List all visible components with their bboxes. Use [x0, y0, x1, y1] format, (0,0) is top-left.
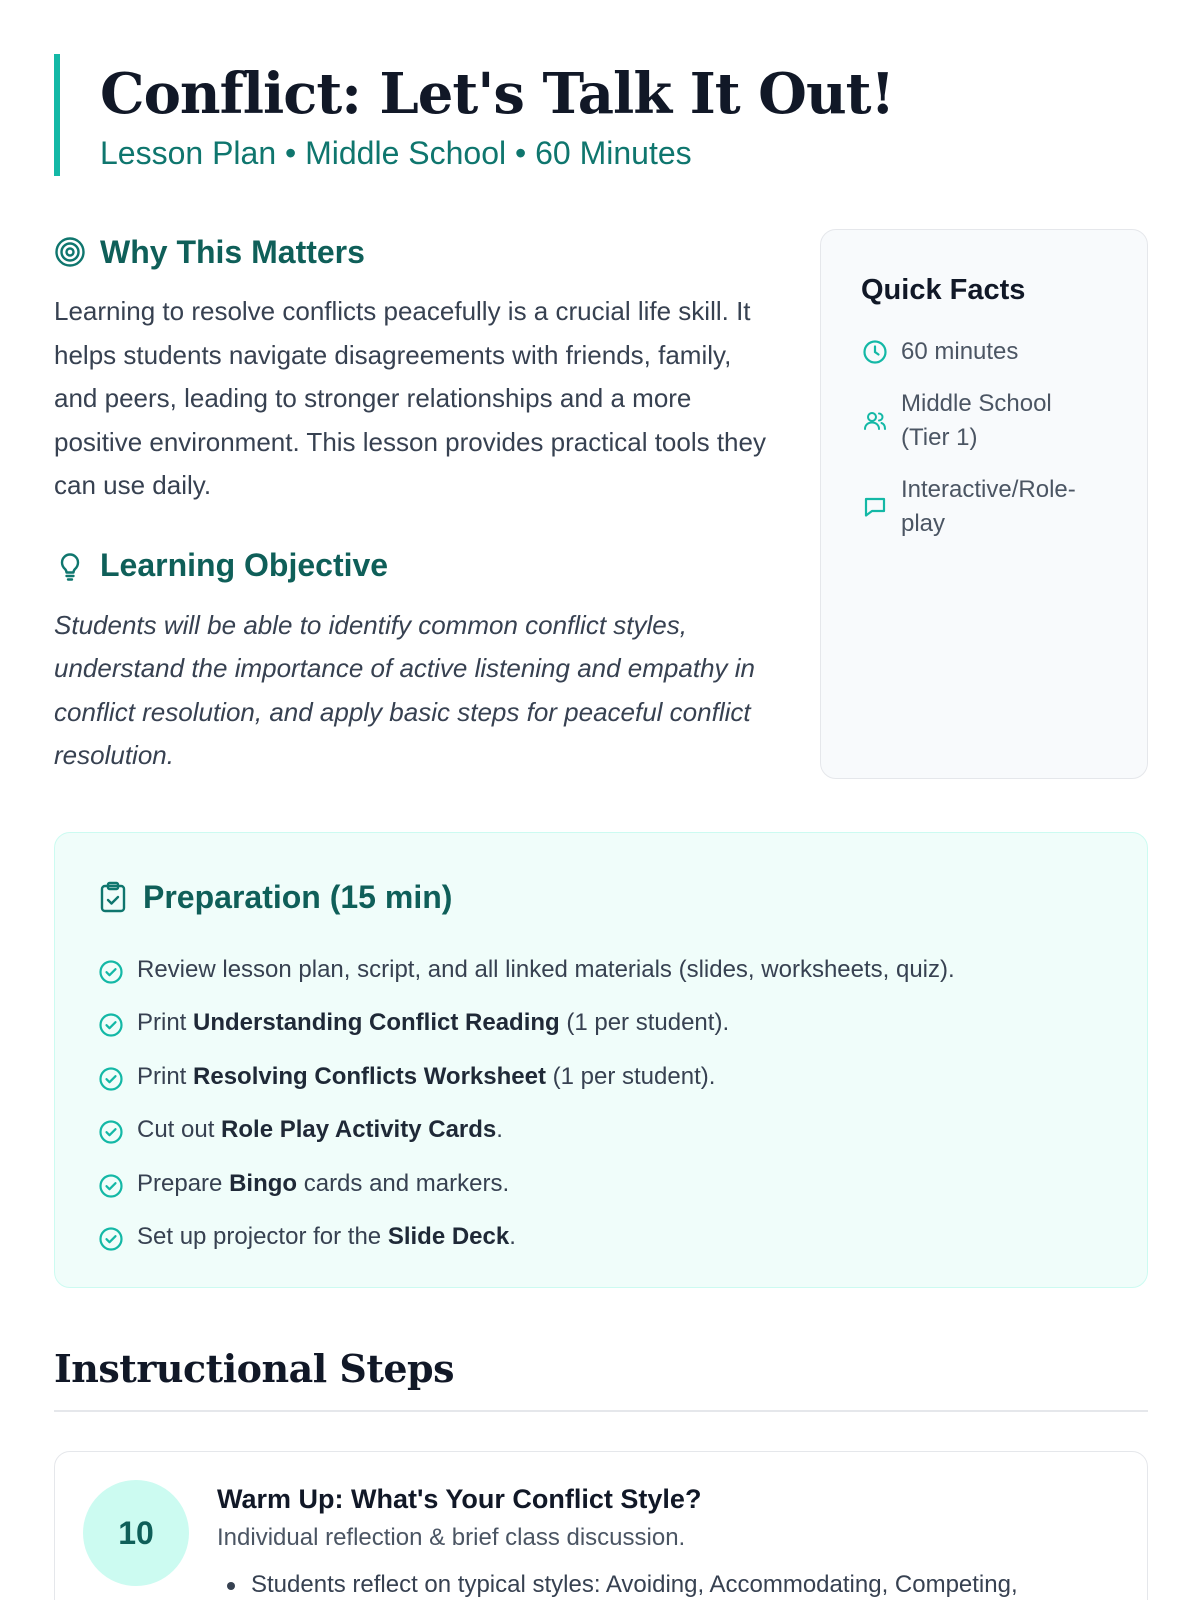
fact-duration	[861, 335, 1107, 369]
fact-format-text: Interactive/Role-play	[901, 476, 1076, 537]
quick-facts-card	[820, 229, 1148, 779]
objective-section	[54, 542, 774, 778]
fact-format	[861, 473, 1107, 541]
preparation-card	[54, 832, 1148, 1288]
clock-icon	[861, 338, 889, 366]
preparation-heading-row	[97, 873, 1105, 921]
prep-item	[97, 1211, 1105, 1265]
prep-item	[97, 1104, 1105, 1158]
lightbulb-icon	[54, 550, 86, 582]
step-title: Warm Up: What's Your Conflict Style?	[217, 1484, 702, 1514]
target-icon	[54, 236, 86, 268]
prep-item	[97, 997, 1105, 1051]
overview-column	[54, 228, 774, 778]
step-bullet-list	[223, 1566, 1123, 1600]
check-circle-icon	[97, 1065, 125, 1093]
page-subtitle: Lesson Plan • Middle School • 60 Minutes	[100, 135, 692, 171]
prep-item-text: Prepare Bingo cards and markers.	[137, 1169, 510, 1197]
users-icon	[861, 407, 889, 435]
chat-icon	[861, 493, 889, 521]
clipboard-check-icon	[97, 881, 129, 913]
objective-heading: Learning Objective	[100, 547, 389, 583]
prep-item-text: Print Understanding Conflict Reading (1 per student).	[137, 1009, 730, 1037]
objective-text: Students will be able to identify common conflict styles, understand the importance of active listening and empathy in conflict resolution, and apply basic steps for peaceful conflict resolution.	[54, 609, 755, 770]
step-subtitle: Individual reflection & brief class discussion.	[217, 1524, 686, 1551]
check-circle-icon	[97, 958, 125, 986]
section-divider	[54, 1410, 1148, 1412]
prep-item	[97, 943, 1105, 997]
step-bullet: Students reflect on typical styles: Avoiding, Accommodating, Competing,	[223, 1566, 1123, 1600]
fact-audience-text: Middle School (Tier 1)	[901, 390, 1052, 451]
why-text: Learning to resolve conflicts peacefully is a crucial life skill. It helps students navigate disagreements with friends, family, and peers, leading to stronger relationships and a more positive environment. This lesson provides practical tools they can use daily.	[54, 296, 766, 500]
prep-item-text: Print Resolving Conflicts Worksheet (1 per student).	[137, 1062, 716, 1090]
page-header	[54, 54, 894, 176]
check-circle-icon	[97, 1011, 125, 1039]
prep-item-text: Set up projector for the Slide Deck.	[137, 1223, 516, 1251]
preparation-heading: Preparation (15 min)	[143, 878, 453, 915]
step-minutes-badge: 10	[83, 1480, 189, 1586]
objective-heading-row	[54, 542, 774, 590]
fact-audience	[861, 387, 1107, 455]
why-section	[54, 228, 774, 508]
page-title: Conflict: Let's Talk It Out!	[100, 61, 895, 127]
instructional-steps-heading: Instructional Steps	[54, 1346, 455, 1391]
check-circle-icon	[97, 1172, 125, 1200]
fact-duration-text: 60 minutes	[901, 338, 1019, 365]
check-circle-icon	[97, 1118, 125, 1146]
preparation-list	[97, 943, 1105, 1264]
why-heading: Why This Matters	[100, 233, 365, 270]
why-heading-row	[54, 228, 774, 276]
prep-item	[97, 1157, 1105, 1211]
quick-facts-heading: Quick Facts	[861, 274, 1026, 306]
step-card	[54, 1451, 1148, 1600]
check-circle-icon	[97, 1225, 125, 1253]
prep-item-text: Review lesson plan, script, and all linked materials (slides, worksheets, quiz).	[137, 955, 955, 983]
prep-item-text: Cut out Role Play Activity Cards.	[137, 1116, 503, 1144]
prep-item	[97, 1050, 1105, 1104]
